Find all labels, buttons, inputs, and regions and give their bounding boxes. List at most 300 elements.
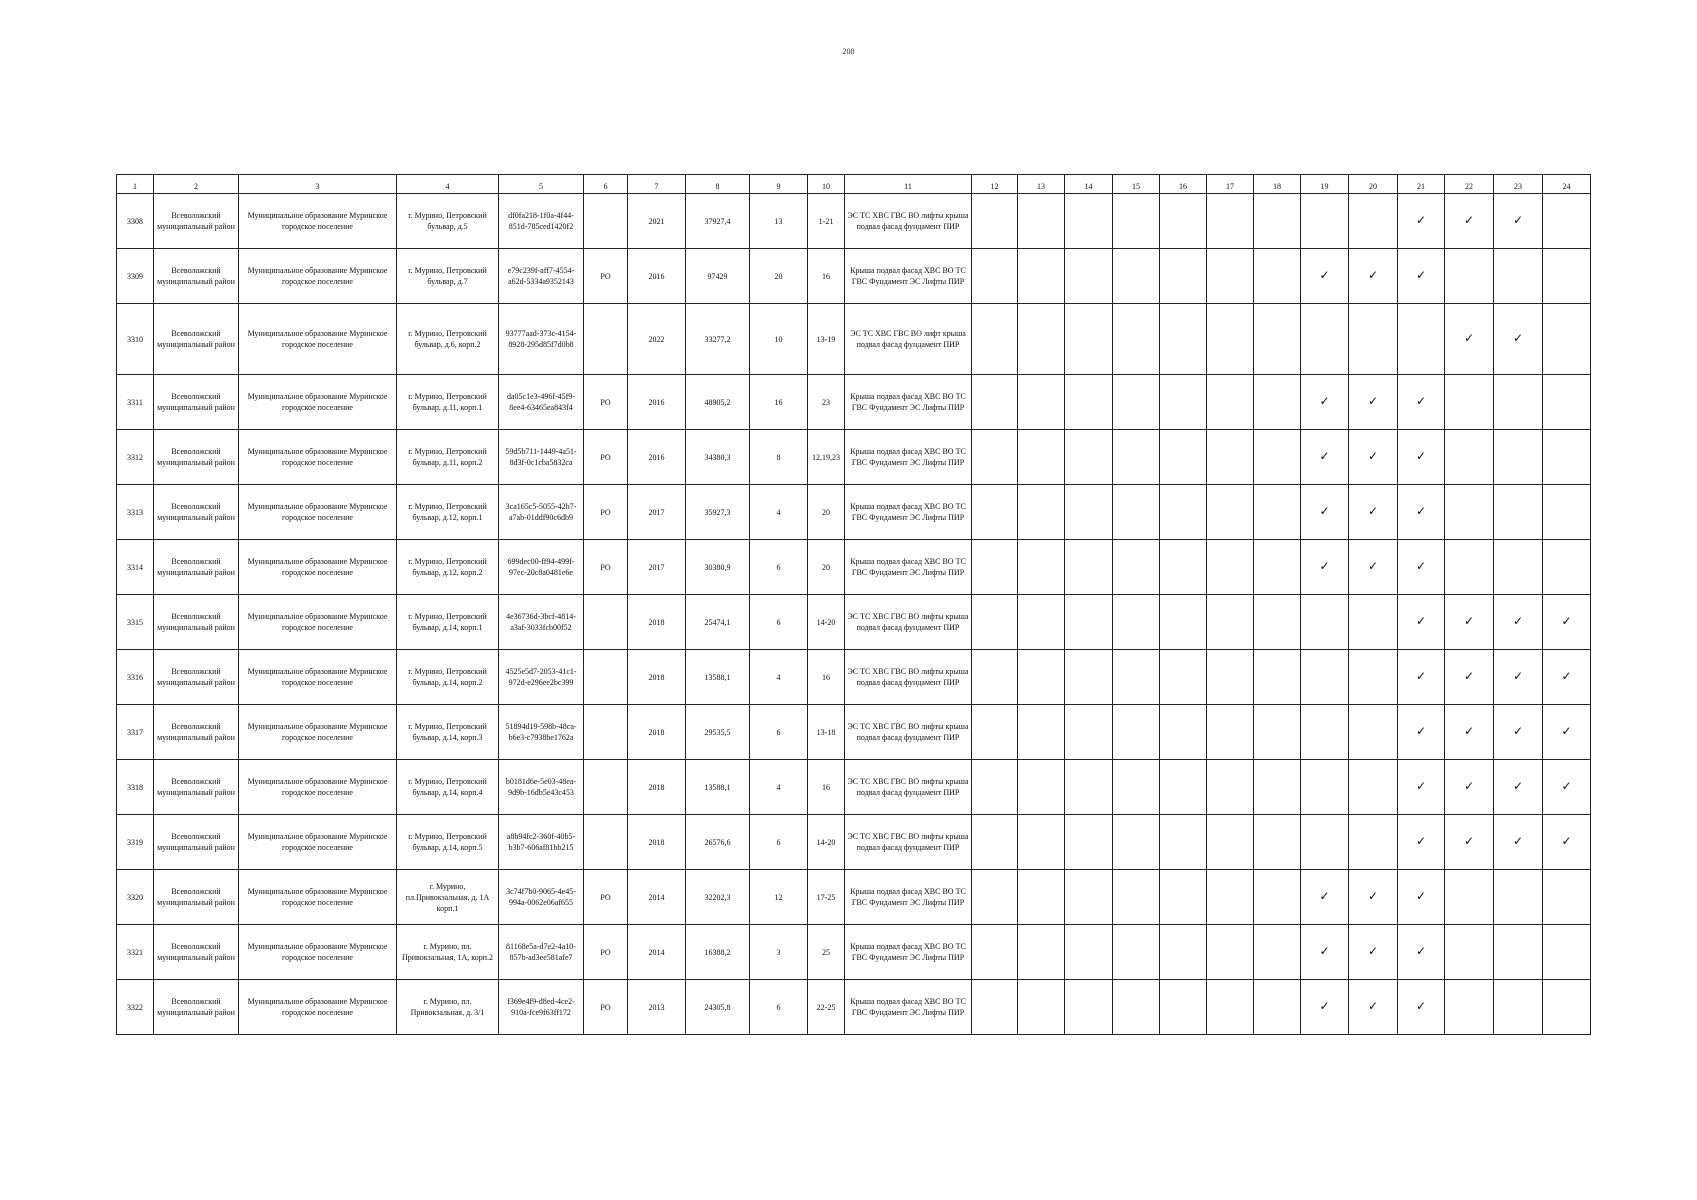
area-cell: 33277,2 xyxy=(686,304,750,375)
area-cell: 26576,6 xyxy=(686,815,750,870)
form-cell: РО xyxy=(584,980,628,1035)
table-row xyxy=(117,815,1591,870)
check-mark-icon: ✓ xyxy=(1319,449,1330,463)
mark-cell-col-12 xyxy=(972,760,1018,815)
mark-cell-col-24 xyxy=(1543,249,1591,304)
period-cell: 14-20 xyxy=(808,595,845,650)
mark-cell-col-12 xyxy=(972,595,1018,650)
check-mark-icon: ✓ xyxy=(1561,724,1572,738)
mark-cell-col-21 xyxy=(1398,980,1445,1035)
mark-cell-col-20 xyxy=(1349,595,1398,650)
works-cell: Крыша подвал фасад ХВС ВО ТС ГВС Фундамент ЭС Лифты ПИР xyxy=(845,430,972,485)
check-mark-icon: ✓ xyxy=(1319,999,1330,1013)
mark-cell-col-24 xyxy=(1543,705,1591,760)
mark-cell-col-16 xyxy=(1160,815,1207,870)
row-number: 3318 xyxy=(117,760,154,815)
mark-cell-col-19 xyxy=(1301,485,1349,540)
mark-cell-col-21 xyxy=(1398,375,1445,430)
check-mark-icon: ✓ xyxy=(1415,724,1427,738)
area-cell: 32202,3 xyxy=(686,870,750,925)
works-cell: ЭС ТС ХВС ГВС ВО лифты крыша подвал фасад фундамент ПИР xyxy=(845,760,972,815)
mark-cell-col-24 xyxy=(1543,430,1591,485)
period-cell: 22-25 xyxy=(808,980,845,1035)
mark-cell-col-23 xyxy=(1494,925,1543,980)
district-cell: Всеволожский муниципальный район xyxy=(154,249,239,304)
guid-cell: 4525e5d7-2053-41c1-972d-e296ee2bc399 xyxy=(499,650,584,705)
mark-cell-col-21 xyxy=(1398,815,1445,870)
mark-cell-col-16 xyxy=(1160,760,1207,815)
mark-cell-col-16 xyxy=(1160,194,1207,249)
district-cell: Всеволожский муниципальный район xyxy=(154,760,239,815)
mark-cell-col-23 xyxy=(1494,980,1543,1035)
works-cell: Крыша подвал фасад ХВС ВО ТС ГВС Фундамент ЭС Лифты ПИР xyxy=(845,485,972,540)
mark-cell-col-21 xyxy=(1398,760,1445,815)
floors-cell: 16 xyxy=(750,375,808,430)
period-cell: 13-18 xyxy=(808,705,845,760)
mark-cell-col-22 xyxy=(1445,705,1494,760)
floors-cell: 6 xyxy=(750,540,808,595)
area-cell: 13588,1 xyxy=(686,650,750,705)
district-cell: Всеволожский муниципальный район xyxy=(154,870,239,925)
year-cell: 2017 xyxy=(628,485,686,540)
check-mark-icon: ✓ xyxy=(1319,944,1330,958)
mark-cell-col-20 xyxy=(1349,815,1398,870)
municipality-cell: Муниципальное образование Муринское городское поселение xyxy=(239,815,397,870)
check-mark-icon: ✓ xyxy=(1415,779,1427,793)
mark-cell-col-23 xyxy=(1494,375,1543,430)
mark-cell-col-15 xyxy=(1113,540,1160,595)
mark-cell-col-18 xyxy=(1254,925,1301,980)
mark-cell-col-19 xyxy=(1301,304,1349,375)
mark-cell-col-18 xyxy=(1254,980,1301,1035)
mark-cell-col-18 xyxy=(1254,375,1301,430)
municipality-cell: Муниципальное образование Муринское городское поселение xyxy=(239,870,397,925)
district-cell: Всеволожский муниципальный район xyxy=(154,304,239,375)
form-cell: РО xyxy=(584,925,628,980)
period-cell: 1-21 xyxy=(808,194,845,249)
municipality-cell: Муниципальное образование Муринское городское поселение xyxy=(239,194,397,249)
check-mark-icon: ✓ xyxy=(1463,779,1475,793)
mark-cell-col-17 xyxy=(1207,650,1254,705)
check-mark-icon: ✓ xyxy=(1415,944,1427,958)
mark-cell-col-12 xyxy=(972,375,1018,430)
mark-cell-col-21 xyxy=(1398,705,1445,760)
year-cell: 2018 xyxy=(628,705,686,760)
row-number: 3322 xyxy=(117,980,154,1035)
address-cell: г. Мурино, пл. Привокзальная, 1А, корп.2 xyxy=(397,925,499,980)
municipality-cell: Муниципальное образование Муринское городское поселение xyxy=(239,650,397,705)
mark-cell-col-16 xyxy=(1160,980,1207,1035)
address-cell: г. Мурино, Петровский бульвар, д.11, корп.2 xyxy=(397,430,499,485)
mark-cell-col-13 xyxy=(1018,650,1065,705)
mark-cell-col-13 xyxy=(1018,980,1065,1035)
check-mark-icon: ✓ xyxy=(1415,213,1427,227)
district-cell: Всеволожский муниципальный район xyxy=(154,375,239,430)
check-mark-icon: ✓ xyxy=(1367,944,1379,958)
mark-cell-col-22 xyxy=(1445,375,1494,430)
mark-cell-col-14 xyxy=(1065,595,1113,650)
check-mark-icon: ✓ xyxy=(1561,834,1572,848)
guid-cell: df0fa218-1f0a-4f44-851d-785ced1420f2 xyxy=(499,194,584,249)
municipality-cell: Муниципальное образование Муринское городское поселение xyxy=(239,705,397,760)
mark-cell-col-17 xyxy=(1207,540,1254,595)
column-header-16: 16 xyxy=(1160,175,1207,194)
form-cell xyxy=(584,595,628,650)
guid-cell: da05c1e3-496f-45f9-8ee4-63465ea843f4 xyxy=(499,375,584,430)
mark-cell-col-13 xyxy=(1018,304,1065,375)
mark-cell-col-13 xyxy=(1018,925,1065,980)
mark-cell-col-20 xyxy=(1349,980,1398,1035)
year-cell: 2022 xyxy=(628,304,686,375)
mark-cell-col-24 xyxy=(1543,595,1591,650)
form-cell: РО xyxy=(584,249,628,304)
check-mark-icon: ✓ xyxy=(1463,724,1475,738)
mark-cell-col-21 xyxy=(1398,249,1445,304)
column-header-14: 14 xyxy=(1065,175,1113,194)
check-mark-icon: ✓ xyxy=(1319,394,1330,408)
mark-cell-col-19 xyxy=(1301,595,1349,650)
check-mark-icon: ✓ xyxy=(1561,779,1572,793)
year-cell: 2016 xyxy=(628,430,686,485)
table-row xyxy=(117,375,1591,430)
guid-cell: f369e4f9-d8ed-4ce2-910a-fce9f63ff172 xyxy=(499,980,584,1035)
period-cell: 16 xyxy=(808,650,845,705)
year-cell: 2018 xyxy=(628,815,686,870)
check-mark-icon: ✓ xyxy=(1367,504,1379,518)
works-cell: ЭС ТС ХВС ГВС ВО лифты крыша подвал фасад фундамент ПИР xyxy=(845,595,972,650)
column-header-7: 7 xyxy=(628,175,686,194)
mark-cell-col-17 xyxy=(1207,815,1254,870)
mark-cell-col-15 xyxy=(1113,194,1160,249)
mark-cell-col-16 xyxy=(1160,870,1207,925)
row-number: 3311 xyxy=(117,375,154,430)
mark-cell-col-24 xyxy=(1543,760,1591,815)
guid-cell: 93777aad-373c-4154-8928-295d85f7d0b8 xyxy=(499,304,584,375)
floors-cell: 13 xyxy=(750,194,808,249)
row-number: 3320 xyxy=(117,870,154,925)
check-mark-icon: ✓ xyxy=(1415,394,1427,408)
municipality-cell: Муниципальное образование Муринское городское поселение xyxy=(239,375,397,430)
table-row xyxy=(117,249,1591,304)
mark-cell-col-24 xyxy=(1543,485,1591,540)
mark-cell-col-23 xyxy=(1494,249,1543,304)
year-cell: 2018 xyxy=(628,760,686,815)
mark-cell-col-17 xyxy=(1207,304,1254,375)
check-mark-icon: ✓ xyxy=(1367,449,1379,463)
guid-cell: e79c239f-aff7-4554-a62d-5334a9352143 xyxy=(499,249,584,304)
check-mark-icon: ✓ xyxy=(1512,724,1524,738)
mark-cell-col-18 xyxy=(1254,650,1301,705)
mark-cell-col-17 xyxy=(1207,485,1254,540)
mark-cell-col-16 xyxy=(1160,705,1207,760)
mark-cell-col-16 xyxy=(1160,249,1207,304)
mark-cell-col-22 xyxy=(1445,870,1494,925)
table-row xyxy=(117,304,1591,375)
municipality-cell: Муниципальное образование Муринское городское поселение xyxy=(239,485,397,540)
floors-cell: 8 xyxy=(750,430,808,485)
check-mark-icon: ✓ xyxy=(1367,394,1379,408)
guid-cell: 51894d19-598b-48ca-b6e3-c7938be1762a xyxy=(499,705,584,760)
district-cell: Всеволожский муниципальный район xyxy=(154,925,239,980)
year-cell: 2013 xyxy=(628,980,686,1035)
mark-cell-col-15 xyxy=(1113,870,1160,925)
check-mark-icon: ✓ xyxy=(1319,268,1330,282)
mark-cell-col-19 xyxy=(1301,249,1349,304)
period-cell: 16 xyxy=(808,249,845,304)
mark-cell-col-14 xyxy=(1065,650,1113,705)
column-header-11: 11 xyxy=(845,175,972,194)
mark-cell-col-12 xyxy=(972,194,1018,249)
table-row xyxy=(117,760,1591,815)
mark-cell-col-19 xyxy=(1301,925,1349,980)
address-cell: г. Мурино, Петровский бульвар, д.12, корп.2 xyxy=(397,540,499,595)
mark-cell-col-12 xyxy=(972,304,1018,375)
period-cell: 17-25 xyxy=(808,870,845,925)
mark-cell-col-12 xyxy=(972,870,1018,925)
mark-cell-col-24 xyxy=(1543,650,1591,705)
column-header-23: 23 xyxy=(1494,175,1543,194)
floors-cell: 6 xyxy=(750,705,808,760)
mark-cell-col-14 xyxy=(1065,870,1113,925)
form-cell: РО xyxy=(584,540,628,595)
mark-cell-col-12 xyxy=(972,980,1018,1035)
mark-cell-col-15 xyxy=(1113,375,1160,430)
column-header-20: 20 xyxy=(1349,175,1398,194)
mark-cell-col-12 xyxy=(972,705,1018,760)
table-row xyxy=(117,925,1591,980)
guid-cell: 3c74f7b0-9065-4e45-994a-0062e06af655 xyxy=(499,870,584,925)
works-cell: ЭС ТС ХВС ГВС ВО лифты крыша подвал фасад фундамент ПИР xyxy=(845,650,972,705)
check-mark-icon: ✓ xyxy=(1512,614,1524,628)
mark-cell-col-22 xyxy=(1445,760,1494,815)
check-mark-icon: ✓ xyxy=(1463,614,1475,628)
address-cell: г. Мурино, Петровский бульвар, д.12, корп.1 xyxy=(397,485,499,540)
mark-cell-col-20 xyxy=(1349,540,1398,595)
area-cell: 25474,1 xyxy=(686,595,750,650)
column-header-24: 24 xyxy=(1543,175,1591,194)
mark-cell-col-24 xyxy=(1543,925,1591,980)
mark-cell-col-24 xyxy=(1543,540,1591,595)
guid-cell: 59d5b711-1449-4a51-8d3f-0c1cba5832ca xyxy=(499,430,584,485)
floors-cell: 6 xyxy=(750,980,808,1035)
table-row xyxy=(117,430,1591,485)
header-row xyxy=(117,175,1591,194)
mark-cell-col-14 xyxy=(1065,304,1113,375)
address-cell: г. Мурино, Петровский бульвар, д.14, корп.2 xyxy=(397,650,499,705)
mark-cell-col-16 xyxy=(1160,430,1207,485)
district-cell: Всеволожский муниципальный район xyxy=(154,540,239,595)
mark-cell-col-23 xyxy=(1494,304,1543,375)
mark-cell-col-17 xyxy=(1207,870,1254,925)
mark-cell-col-24 xyxy=(1543,815,1591,870)
form-cell xyxy=(584,304,628,375)
mark-cell-col-19 xyxy=(1301,980,1349,1035)
mark-cell-col-13 xyxy=(1018,760,1065,815)
district-cell: Всеволожский муниципальный район xyxy=(154,430,239,485)
works-cell: Крыша подвал фасад ХВС ВО ТС ГВС Фундамент ЭС Лифты ПИР xyxy=(845,249,972,304)
check-mark-icon: ✓ xyxy=(1415,559,1427,573)
row-number: 3310 xyxy=(117,304,154,375)
mark-cell-col-23 xyxy=(1494,650,1543,705)
address-cell: г. Мурино, Петровский бульвар, д.14, корп.1 xyxy=(397,595,499,650)
mark-cell-col-18 xyxy=(1254,430,1301,485)
area-cell: 13588,1 xyxy=(686,760,750,815)
mark-cell-col-21 xyxy=(1398,650,1445,705)
mark-cell-col-15 xyxy=(1113,925,1160,980)
mark-cell-col-18 xyxy=(1254,870,1301,925)
mark-cell-col-13 xyxy=(1018,870,1065,925)
mark-cell-col-23 xyxy=(1494,815,1543,870)
mark-cell-col-16 xyxy=(1160,595,1207,650)
mark-cell-col-19 xyxy=(1301,540,1349,595)
mark-cell-col-17 xyxy=(1207,375,1254,430)
municipality-cell: Муниципальное образование Муринское городское поселение xyxy=(239,760,397,815)
mark-cell-col-16 xyxy=(1160,304,1207,375)
form-cell xyxy=(584,815,628,870)
mark-cell-col-14 xyxy=(1065,540,1113,595)
mark-cell-col-18 xyxy=(1254,595,1301,650)
mark-cell-col-17 xyxy=(1207,925,1254,980)
check-mark-icon: ✓ xyxy=(1367,268,1379,282)
table-row xyxy=(117,705,1591,760)
address-cell: г. Мурино, Петровский бульвар, д.5 xyxy=(397,194,499,249)
mark-cell-col-12 xyxy=(972,540,1018,595)
row-number: 3315 xyxy=(117,595,154,650)
check-mark-icon: ✓ xyxy=(1415,268,1427,282)
column-header-4: 4 xyxy=(397,175,499,194)
register-table xyxy=(116,174,1591,1035)
mark-cell-col-17 xyxy=(1207,194,1254,249)
mark-cell-col-24 xyxy=(1543,194,1591,249)
mark-cell-col-13 xyxy=(1018,705,1065,760)
area-cell: 48905,2 xyxy=(686,375,750,430)
floors-cell: 4 xyxy=(750,760,808,815)
mark-cell-col-23 xyxy=(1494,430,1543,485)
mark-cell-col-15 xyxy=(1113,650,1160,705)
mark-cell-col-17 xyxy=(1207,980,1254,1035)
table-row xyxy=(117,870,1591,925)
municipality-cell: Муниципальное образование Муринское городское поселение xyxy=(239,249,397,304)
mark-cell-col-20 xyxy=(1349,194,1398,249)
mark-cell-col-12 xyxy=(972,485,1018,540)
area-cell: 37927,4 xyxy=(686,194,750,249)
works-cell: ЭС ТС ХВС ГВС ВО лифты крыша подвал фасад фундамент ПИР xyxy=(845,815,972,870)
mark-cell-col-16 xyxy=(1160,540,1207,595)
mark-cell-col-24 xyxy=(1543,375,1591,430)
guid-cell: 4e36736d-3bcf-4814-a3af-3033fcb00f52 xyxy=(499,595,584,650)
mark-cell-col-16 xyxy=(1160,925,1207,980)
works-cell: ЭС ТС ХВС ГВС ВО лифты крыша подвал фасад фундамент ПИР xyxy=(845,194,972,249)
mark-cell-col-16 xyxy=(1160,650,1207,705)
mark-cell-col-19 xyxy=(1301,194,1349,249)
column-header-3: 3 xyxy=(239,175,397,194)
mark-cell-col-18 xyxy=(1254,760,1301,815)
mark-cell-col-22 xyxy=(1445,430,1494,485)
district-cell: Всеволожский муниципальный район xyxy=(154,595,239,650)
period-cell: 13-19 xyxy=(808,304,845,375)
mark-cell-col-20 xyxy=(1349,870,1398,925)
form-cell: РО xyxy=(584,870,628,925)
row-number: 3319 xyxy=(117,815,154,870)
floors-cell: 6 xyxy=(750,815,808,870)
mark-cell-col-14 xyxy=(1065,925,1113,980)
column-header-19: 19 xyxy=(1301,175,1349,194)
mark-cell-col-23 xyxy=(1494,194,1543,249)
mark-cell-col-24 xyxy=(1543,304,1591,375)
mark-cell-col-18 xyxy=(1254,194,1301,249)
mark-cell-col-22 xyxy=(1445,815,1494,870)
check-mark-icon: ✓ xyxy=(1415,999,1427,1013)
mark-cell-col-22 xyxy=(1445,650,1494,705)
mark-cell-col-20 xyxy=(1349,375,1398,430)
mark-cell-col-23 xyxy=(1494,485,1543,540)
year-cell: 2014 xyxy=(628,925,686,980)
district-cell: Всеволожский муниципальный район xyxy=(154,485,239,540)
form-cell: РО xyxy=(584,485,628,540)
mark-cell-col-21 xyxy=(1398,485,1445,540)
mark-cell-col-15 xyxy=(1113,304,1160,375)
mark-cell-col-19 xyxy=(1301,705,1349,760)
address-cell: г. Мурино, Петровский бульвар, д.11, корп.1 xyxy=(397,375,499,430)
mark-cell-col-12 xyxy=(972,925,1018,980)
mark-cell-col-14 xyxy=(1065,705,1113,760)
mark-cell-col-20 xyxy=(1349,705,1398,760)
mark-cell-col-22 xyxy=(1445,540,1494,595)
works-cell: Крыша подвал фасад ХВС ВО ТС ГВС Фундамент ЭС Лифты ПИР xyxy=(845,925,972,980)
table-row xyxy=(117,595,1591,650)
check-mark-icon: ✓ xyxy=(1319,504,1330,518)
guid-cell: 699dec00-ff94-499f-97ec-20c8a0481e6e xyxy=(499,540,584,595)
table-row xyxy=(117,980,1591,1035)
row-number: 3312 xyxy=(117,430,154,485)
mark-cell-col-16 xyxy=(1160,375,1207,430)
form-cell: РО xyxy=(584,430,628,485)
mark-cell-col-12 xyxy=(972,430,1018,485)
mark-cell-col-20 xyxy=(1349,249,1398,304)
mark-cell-col-23 xyxy=(1494,540,1543,595)
check-mark-icon: ✓ xyxy=(1415,614,1427,628)
year-cell: 2016 xyxy=(628,375,686,430)
mark-cell-col-21 xyxy=(1398,870,1445,925)
district-cell: Всеволожский муниципальный район xyxy=(154,980,239,1035)
floors-cell: 20 xyxy=(750,249,808,304)
period-cell: 14-20 xyxy=(808,815,845,870)
mark-cell-col-20 xyxy=(1349,650,1398,705)
check-mark-icon: ✓ xyxy=(1463,331,1475,345)
mark-cell-col-13 xyxy=(1018,430,1065,485)
mark-cell-col-21 xyxy=(1398,194,1445,249)
mark-cell-col-15 xyxy=(1113,430,1160,485)
district-cell: Всеволожский муниципальный район xyxy=(154,650,239,705)
check-mark-icon: ✓ xyxy=(1512,779,1524,793)
check-mark-icon: ✓ xyxy=(1512,331,1524,345)
mark-cell-col-21 xyxy=(1398,430,1445,485)
column-header-22: 22 xyxy=(1445,175,1494,194)
check-mark-icon: ✓ xyxy=(1319,889,1330,903)
address-cell: г. Мурино, Петровский бульвар, д.14, корп.3 xyxy=(397,705,499,760)
check-mark-icon: ✓ xyxy=(1561,614,1572,628)
check-mark-icon: ✓ xyxy=(1512,834,1524,848)
mark-cell-col-13 xyxy=(1018,249,1065,304)
period-cell: 20 xyxy=(808,540,845,595)
area-cell: 97429 xyxy=(686,249,750,304)
district-cell: Всеволожский муниципальный район xyxy=(154,705,239,760)
floors-cell: 3 xyxy=(750,925,808,980)
check-mark-icon: ✓ xyxy=(1415,449,1427,463)
mark-cell-col-15 xyxy=(1113,705,1160,760)
table-row xyxy=(117,540,1591,595)
column-header-5: 5 xyxy=(499,175,584,194)
